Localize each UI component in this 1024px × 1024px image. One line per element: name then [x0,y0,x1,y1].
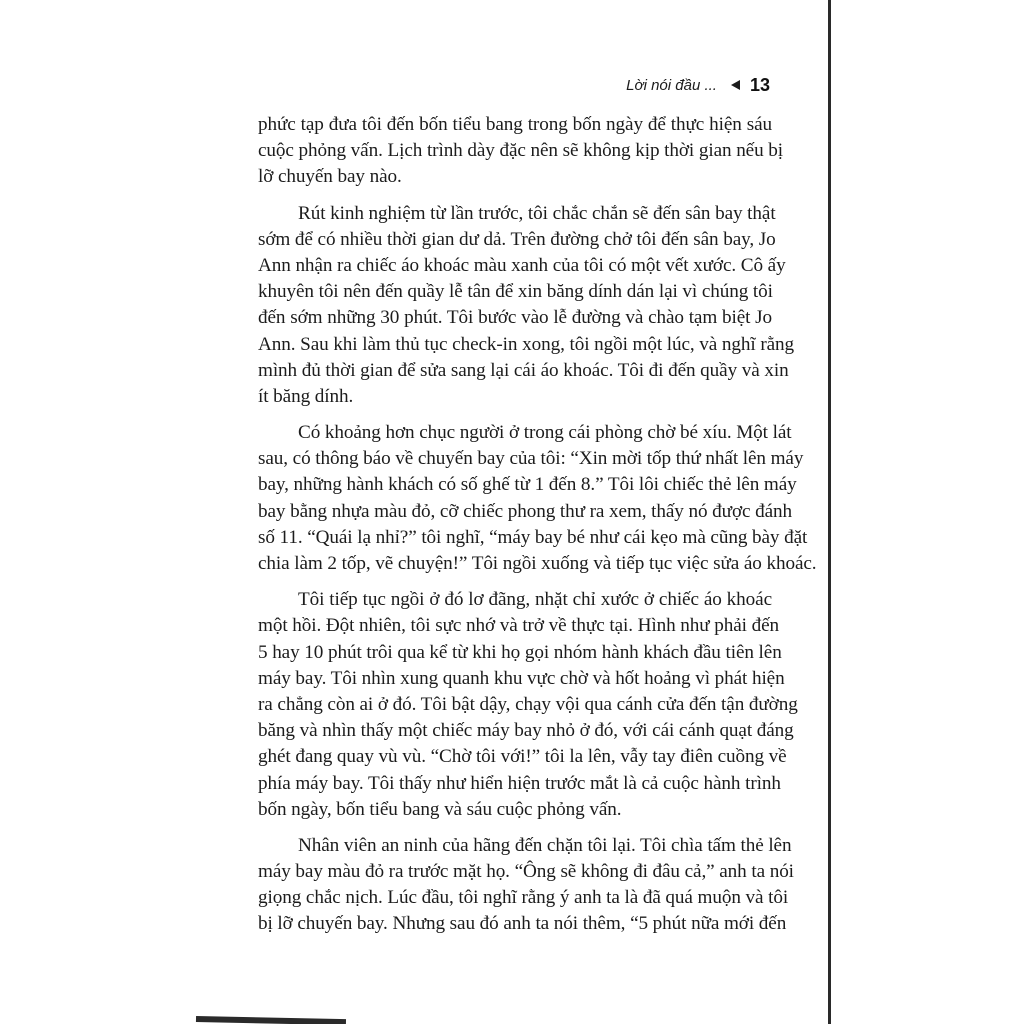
paragraph [258,201,795,411]
left-triangle-icon [731,80,740,90]
page-corner-shadow [196,1016,346,1024]
text-line: chia làm 2 tốp, vẽ chuyện!” Tôi ngồi xuống và tiếp tục việc sửa áo khoác. [258,553,817,574]
text-line: số 11. “Quái lạ nhỉ?” tôi nghĩ, “máy bay bé như cái kẹo mà cũng bày đặt [258,526,808,548]
text-line: Rút kinh nghiệm từ lần trước, tôi chắc chắn sẽ đến sân bay thật [298,202,776,224]
text-line: phía máy bay. Tôi thấy như hiển hiện trước mắt là cả cuộc hành trình [258,772,781,794]
text-line: ra chẳng còn ai ở đó. Tôi bật dậy, chạy vội qua cánh cửa đến tận đường [258,693,798,715]
text-line: bốn ngày, bốn tiểu bang và sáu cuộc phỏng vấn. [258,798,622,820]
paragraph [258,587,798,823]
page-edge-shadow [828,0,831,1024]
paragraph [258,833,794,938]
text-line: Có khoảng hơn chục người ở trong cái phòng chờ bé xíu. Một lát [298,422,792,444]
text-line: khuyên tôi nên đến quầy lễ tân để xin băng dính dán lại vì chúng tôi [258,281,773,303]
text-line: một hồi. Đột nhiên, tôi sực nhớ và trở về thực tại. Hình như phải đến [258,615,780,637]
text-line: băng và nhìn thấy một chiếc máy bay nhỏ ở đó, với cái cánh quạt đáng [258,720,794,742]
text-line: Nhân viên an ninh của hãng đến chặn tôi lại. Tôi chìa tấm thẻ lên [298,834,792,856]
text-line: bị lỡ chuyến bay. Nhưng sau đó anh ta nói thêm, “5 phút nữa mới đến [258,913,787,935]
text-line: phức tạp đưa tôi đến bốn tiểu bang trong bốn ngày để thực hiện sáu [258,114,772,135]
text-line: sớm để có nhiều thời gian dư dả. Trên đường chở tôi đến sân bay, Jo [258,228,776,250]
text-line: Ann. Sau khi làm thủ tục check-in xong, tôi ngồi một lúc, và nghĩ rằng [258,333,795,355]
text-line: bay, những hành khách có số ghế từ 1 đến 8.” Tôi lôi chiếc thẻ lên máy [258,474,797,496]
text-line: Tôi tiếp tục ngồi ở đó lơ đãng, nhặt chỉ xước ở chiếc áo khoác [298,589,772,611]
text-line: máy bay. Tôi nhìn xung quanh khu vực chờ và hốt hoảng vì phát hiện [258,667,785,689]
page-number: 13 [749,74,770,95]
paragraph [258,420,817,577]
text-line: đến sớm những 30 phút. Tôi bước vào lễ đường và chào tạm biệt Jo [258,307,772,329]
text-line: 5 hay 10 phút trôi qua kể từ khi họ gọi nhóm hành khách đầu tiên lên [258,641,782,663]
running-header [560,72,770,98]
text-line: máy bay màu đỏ ra trước mặt họ. “Ông sẽ không đi đâu cả,” anh ta nói [258,861,794,883]
text-line: bay bằng nhựa màu đỏ, cỡ chiếc phong thư ra xem, thấy nó được đánh [258,500,793,522]
text-line: lỡ chuyến bay nào. [258,166,402,188]
chapter-title: Lời nói đầu ... [626,76,717,94]
paragraph [258,112,784,191]
text-line: giọng chắc nịch. Lúc đầu, tôi nghĩ rằng ý anh ta là đã quá muộn và tôi [258,887,789,909]
text-line: sau, có thông báo về chuyến bay của tôi: “Xin mời tốp thứ nhất lên máy [258,448,804,470]
body-text [258,112,817,938]
text-line: ghét đang quay vù vù. “Chờ tôi với!” tôi la lên, vẫy tay điên cuồng về [258,746,787,768]
text-line: ít băng dính. [258,385,354,407]
text-line: Ann nhận ra chiếc áo khoác màu xanh của tôi có một vết xước. Cô ấy [258,254,786,276]
text-line: cuộc phỏng vấn. Lịch trình dày đặc nên sẽ không kịp thời gian nếu bị [258,140,784,162]
text-line: mình đủ thời gian để sửa sang lại cái áo khoác. Tôi đi đến quầy và xin [258,359,789,381]
